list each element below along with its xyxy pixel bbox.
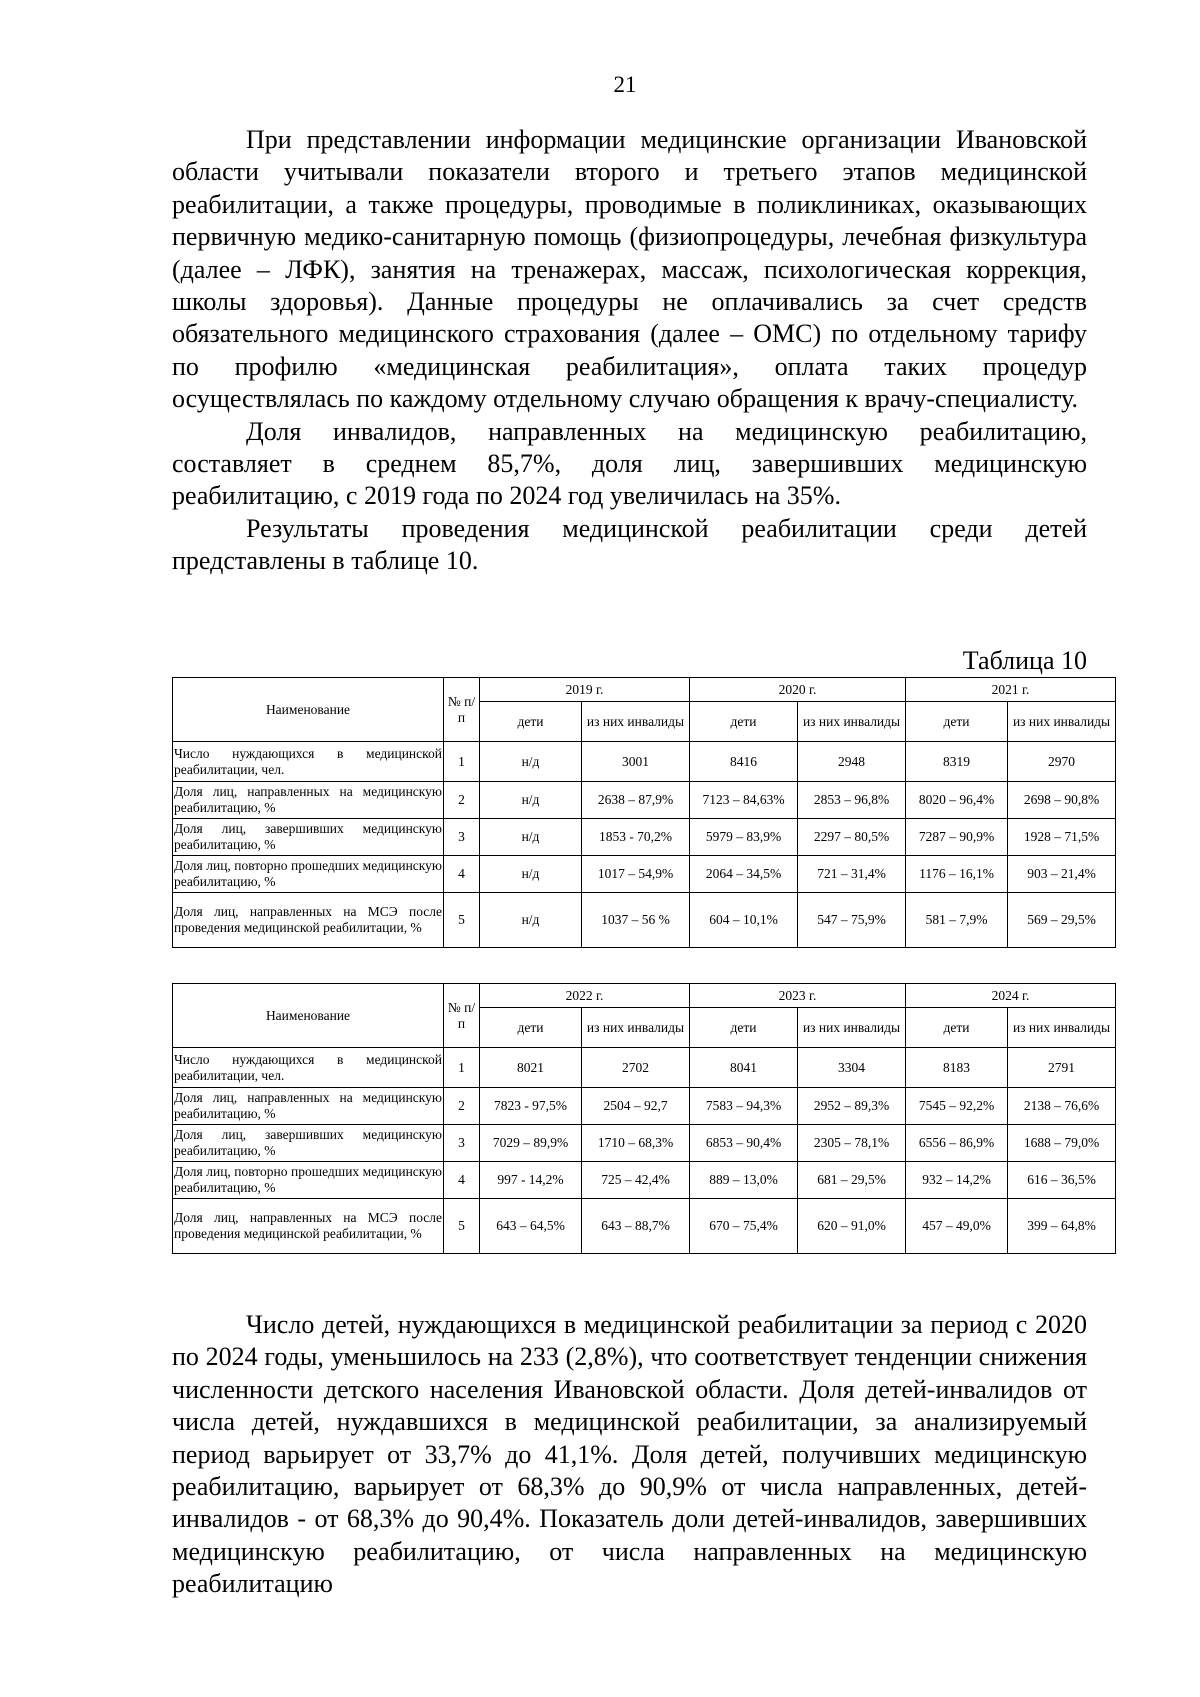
row-number: 1 [444, 1048, 480, 1088]
paragraph-1: При представлении информации медицинские организации Ивановской области учитывали показатели второго и третьего этапов медицинской реабилитации, а также процедуры, проводимые в поликлиниках, оказывающих первичную медико-санитарную помощь (физиопроцедуры, лечебная физкультура (далее – ЛФК), занятия на тренажерах, массаж, психологическая коррекция, школы здоровья). Данные процедуры не оплачивались за счет средств обязательного медицинского страхования (далее – ОМС) по отдельному тарифу по профилю «медицинская реабилитация», оплата таких процедур осуществлялась по каждому отдельному случаю обращения к врачу-специалисту. [172, 125, 1087, 414]
header-number: № п/п [444, 678, 480, 742]
header-disabled: из них инвалиды [1008, 1008, 1116, 1048]
row-name: Доля лиц, завершивших медицинскую реабилитацию, % [173, 819, 444, 856]
table-cell: 399 – 64,8% [1008, 1199, 1116, 1254]
table-row [173, 1199, 1116, 1254]
header-disabled: из них инвалиды [798, 702, 906, 742]
paragraph-2: Доля инвалидов, направленных на медицинскую реабилитацию, составляет в среднем 85,7%, доля лиц, завершивших медицинскую реабилитацию, с 2019 года по 2024 год увеличилась на 35%. [172, 416, 1087, 511]
header-year: 2023 г. [690, 984, 906, 1008]
table-cell: 569 – 29,5% [1008, 893, 1116, 948]
row-name: Доля лиц, повторно прошедших медицинскую реабилитацию, % [173, 1162, 444, 1199]
table-row [173, 1088, 1116, 1125]
header-children: дети [690, 1008, 798, 1048]
table-cell: 2698 – 90,8% [1008, 782, 1116, 819]
table-cell: 6853 – 90,4% [690, 1125, 798, 1162]
table-cell: н/д [480, 782, 582, 819]
table-cell: 620 – 91,0% [798, 1199, 906, 1254]
header-children: дети [480, 702, 582, 742]
table-cell: 7029 – 89,9% [480, 1125, 582, 1162]
table-cell: 1037 – 56 % [582, 893, 690, 948]
table-row [173, 782, 1116, 819]
table-cell: 7123 – 84,63% [690, 782, 798, 819]
table-2019-2021 [172, 677, 1116, 948]
header-name: Наименование [173, 984, 444, 1048]
table-row [173, 1048, 1116, 1088]
table-cell: 681 – 29,5% [798, 1162, 906, 1199]
paragraph-3: Результаты проведения медицинской реабилитации среди детей представлены в таблице 10. [172, 513, 1087, 576]
table-cell: 2138 – 76,6% [1008, 1088, 1116, 1125]
row-number: 3 [444, 819, 480, 856]
table-cell: 3001 [582, 742, 690, 782]
table-cell: 2952 – 89,3% [798, 1088, 906, 1125]
header-number: № п/п [444, 984, 480, 1048]
table-cell: н/д [480, 819, 582, 856]
table-cell: 2702 [582, 1048, 690, 1088]
table-cell: 670 – 75,4% [690, 1199, 798, 1254]
row-number: 2 [444, 1088, 480, 1125]
row-name: Доля лиц, завершивших медицинскую реабилитацию, % [173, 1125, 444, 1162]
table-cell: 903 – 21,4% [1008, 856, 1116, 893]
table-cell: 1710 – 68,3% [582, 1125, 690, 1162]
table-cell: 643 – 64,5% [480, 1199, 582, 1254]
header-year: 2019 г. [480, 678, 690, 702]
table-cell: 2853 – 96,8% [798, 782, 906, 819]
table-cell: 2064 – 34,5% [690, 856, 798, 893]
table-cell: 457 – 49,0% [906, 1199, 1008, 1254]
conclusion-text [172, 1309, 1087, 1601]
row-name: Доля лиц, направленных на МСЭ после проведения медицинской реабилитации, % [173, 1199, 444, 1254]
table-cell: 2297 – 80,5% [798, 819, 906, 856]
table-cell: 7823 - 97,5% [480, 1088, 582, 1125]
table-row [173, 819, 1116, 856]
header-disabled: из них инвалиды [798, 1008, 906, 1048]
table-cell: 7583 – 94,3% [690, 1088, 798, 1125]
header-name: Наименование [173, 678, 444, 742]
row-name: Доля лиц, повторно прошедших медицинскую реабилитацию, % [173, 856, 444, 893]
table-cell: 2305 – 78,1% [798, 1125, 906, 1162]
table-cell: 2970 [1008, 742, 1116, 782]
table-cell: 643 – 88,7% [582, 1199, 690, 1254]
table-cell: 7287 – 90,9% [906, 819, 1008, 856]
row-number: 3 [444, 1125, 480, 1162]
header-children: дети [480, 1008, 582, 1048]
header-year: 2022 г. [480, 984, 690, 1008]
header-children: дети [690, 702, 798, 742]
table-cell: 8041 [690, 1048, 798, 1088]
table-cell: 8319 [906, 742, 1008, 782]
header-year: 2020 г. [690, 678, 906, 702]
table-cell: н/д [480, 742, 582, 782]
table-cell: 3304 [798, 1048, 906, 1088]
row-name: Число нуждающихся в медицинской реабилитации, чел. [173, 1048, 444, 1088]
header-disabled: из них инвалиды [1008, 702, 1116, 742]
table-cell: 932 – 14,2% [906, 1162, 1008, 1199]
table-cell: 8021 [480, 1048, 582, 1088]
table-row [173, 1125, 1116, 1162]
table-cell: 721 – 31,4% [798, 856, 906, 893]
table-cell: 1688 – 79,0% [1008, 1125, 1116, 1162]
table-cell: 2948 [798, 742, 906, 782]
table-row [173, 1162, 1116, 1199]
table-row [173, 856, 1116, 893]
header-disabled: из них инвалиды [582, 1008, 690, 1048]
table-cell: 7545 – 92,2% [906, 1088, 1008, 1125]
table-cell: 616 – 36,5% [1008, 1162, 1116, 1199]
header-disabled: из них инвалиды [582, 702, 690, 742]
row-number: 4 [444, 856, 480, 893]
table-cell: н/д [480, 893, 582, 948]
table-cell: 604 – 10,1% [690, 893, 798, 948]
table-row [173, 742, 1116, 782]
row-number: 1 [444, 742, 480, 782]
table-2022-2024 [172, 983, 1116, 1254]
row-number: 5 [444, 1199, 480, 1254]
table-cell: 1176 – 16,1% [906, 856, 1008, 893]
table-cell: 6556 – 86,9% [906, 1125, 1008, 1162]
table-cell: 889 – 13,0% [690, 1162, 798, 1199]
row-number: 5 [444, 893, 480, 948]
header-children: дети [906, 1008, 1008, 1048]
table-cell: н/д [480, 856, 582, 893]
row-number: 4 [444, 1162, 480, 1199]
table-cell: 8183 [906, 1048, 1008, 1088]
page-number: 21 [613, 72, 637, 97]
header-children: дети [906, 702, 1008, 742]
header-year: 2021 г. [906, 678, 1116, 702]
intro-text [172, 124, 1087, 578]
table-cell: 8020 – 96,4% [906, 782, 1008, 819]
paragraph-4: Число детей, нуждающихся в медицинской реабилитации за период с 2020 по 2024 годы, уменьшилось на 233 (2,8%), что соответствует тенденции снижения численности детского населения Ивановской области. Доля детей-инвалидов от числа детей, нуждавшихся в медицинской реабилитации, за анализируемый период варьирует от 33,7% до 41,1%. Доля детей, получивших медицинскую реабилитацию, варьирует от 68,3% до 90,9% от числа направленных, детей-инвалидов - от 68,3% до 90,4%. Показатель доли детей-инвалидов, завершивших медицинскую реабилитацию, от числа направленных на медицинскую реабилитацию [172, 1310, 1087, 1599]
table-cell: 547 – 75,9% [798, 893, 906, 948]
table-cell: 1853 - 70,2% [582, 819, 690, 856]
table-cell: 997 - 14,2% [480, 1162, 582, 1199]
table-cell: 2638 – 87,9% [582, 782, 690, 819]
table-cell: 1017 – 54,9% [582, 856, 690, 893]
table-cell: 5979 – 83,9% [690, 819, 798, 856]
row-name: Доля лиц, направленных на медицинскую реабилитацию, % [173, 1088, 444, 1125]
row-name: Доля лиц, направленных на МСЭ после проведения медицинской реабилитации, % [173, 893, 444, 948]
table-cell: 1928 – 71,5% [1008, 819, 1116, 856]
table-cell: 2791 [1008, 1048, 1116, 1088]
row-name: Число нуждающихся в медицинской реабилитации, чел. [173, 742, 444, 782]
table-cell: 2504 – 92,7 [582, 1088, 690, 1125]
table-cell: 8416 [690, 742, 798, 782]
table-cell: 725 – 42,4% [582, 1162, 690, 1199]
row-number: 2 [444, 782, 480, 819]
row-name: Доля лиц, направленных на медицинскую реабилитацию, % [173, 782, 444, 819]
table-caption: Таблица 10 [962, 646, 1087, 675]
table-row [173, 893, 1116, 948]
header-year: 2024 г. [906, 984, 1116, 1008]
table-cell: 581 – 7,9% [906, 893, 1008, 948]
